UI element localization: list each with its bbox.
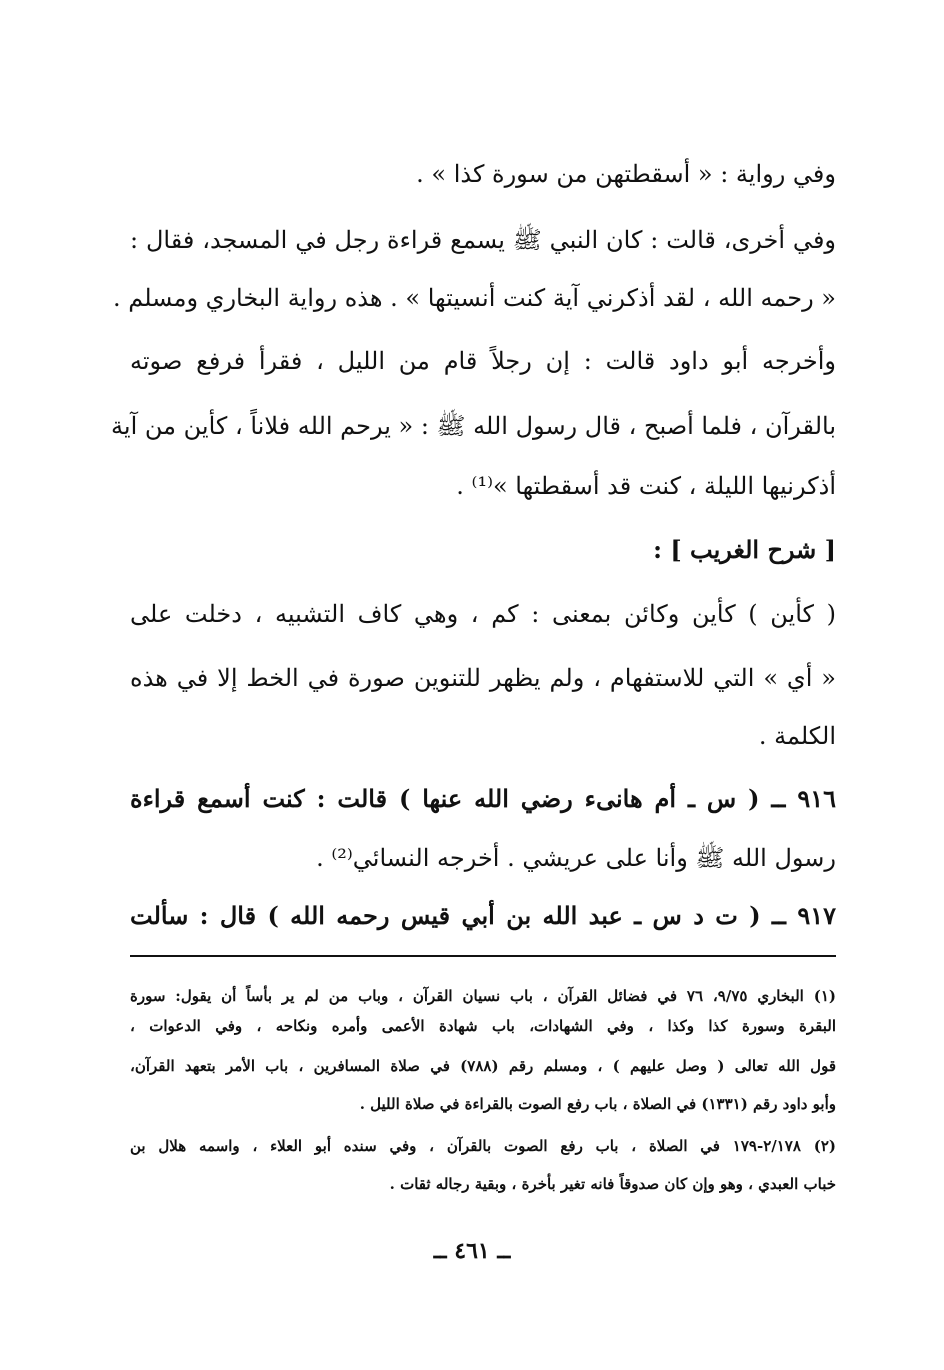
footnote-line: البقرة وسورة كذا وكذا ، وفي الشهادات، باب شهادة الأعمى وأمره ونكاحه ، وفي الدعوات ، xyxy=(130,1017,836,1035)
text-line: وأخرجه أبو داود قالت : إن رجلاً قام من الليل ، فقرأ فرفع صوته xyxy=(130,347,836,375)
page-number: ــ ٤٦١ ــ xyxy=(433,1238,511,1264)
text-line: أذكرنيها الليلة ، كنت قد أسقطتها »⁽¹⁾ . xyxy=(456,472,836,500)
text-line: « أي » التي للاستفهام ، ولم يظهر للتنوين صورة في الخط إلا في هذه xyxy=(130,664,836,692)
footnote-line: قول الله تعالى ( وصل عليهم ) ، ومسلم رقم (٧٨٨) في صلاة المسافرين ، باب الأمر بتعهد القرآن، xyxy=(130,1057,836,1075)
text-line: ( كأين ) كأين وكائن بمعنى : كم ، وهي كاف التشبيه ، دخلت على xyxy=(130,600,836,628)
footnote-line: (٢) ٢/١٧٨-١٧٩ في الصلاة ، باب رفع الصوت بالقرآن ، وفي سنده أبو العلاء ، واسمه هلال بن xyxy=(130,1137,836,1155)
hadith-heading-916: ٩١٦ ــ ( س ـ أم هانىء رضي الله عنها ) قالت : كنت أسمع قراءة xyxy=(130,784,836,813)
text-line: بالقرآن ، فلما أصبح ، قال رسول الله ﷺ : « يرحم الله فلاناً ، كأين من آية xyxy=(111,412,836,440)
footnote-divider xyxy=(130,955,836,957)
text-line: « رحمه الله ، لقد أذكرني آية كنت أنسيتها » . هذه رواية البخاري ومسلم . xyxy=(113,284,836,312)
text-line: وفي رواية : « أسقطتهن من سورة كذا » . xyxy=(416,160,836,188)
text-line: رسول الله ﷺ وأنا على عريشي . أخرجه النسائي⁽²⁾ . xyxy=(316,844,836,872)
footnote-line: (١) البخاري ٩/٧٥، ٧٦ في فضائل القرآن ، باب نسيان القرآن ، وباب من لم ير بأساً أن يقول: سورة xyxy=(130,987,836,1005)
text-line: الكلمة . xyxy=(758,722,836,750)
footnote-line: وأبو داود رقم (١٣٣١) في الصلاة ، باب رفع الصوت بالقراءة في صلاة الليل . xyxy=(359,1095,836,1113)
footnote-line: خباب العبدي ، وهو وإن كان صدوقاً فانه تغير بأخرة ، وبقية رجاله ثقات . xyxy=(389,1175,836,1193)
hadith-heading-917: ٩١٧ ــ ( ت د س ـ عبد الله بن أبي قيس رحمه الله ) قال : سألت xyxy=(130,901,836,930)
text-line: وفي أخرى، قالت : كان النبي ﷺ يسمع قراءة رجل في المسجد، فقال : xyxy=(130,226,836,254)
section-heading: [ شرح الغريب ] : xyxy=(653,535,836,564)
